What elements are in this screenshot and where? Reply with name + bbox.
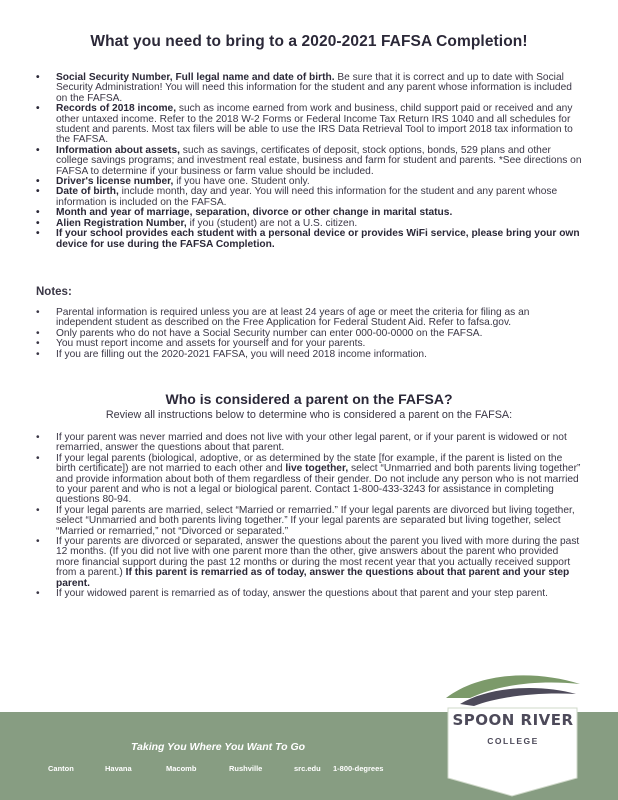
item-bold: Records of 2018 income,	[56, 103, 177, 115]
item-text: If your parents are divorced or separated, answer the questions about the parent you lived with more during the past 12 months. (If you did not live with one parent more than the other, give answers about the parent who provided more financial support during the past 12 months or during the most recent year that you actually received support from a parent.)	[56, 536, 580, 579]
footer-phone: 1-800-degrees	[333, 764, 384, 773]
item-bold: If your school provides each student with a personal device or provides WiFi service, please bring your own device for use during the FAFSA Completion.	[56, 228, 580, 250]
item-text: Be sure that it is correct and up to date with Social Security Administration! You will need this information for the student and any parent whose information is included on the FAFSA.	[56, 72, 572, 104]
item-bold: Social Security Number, Full legal name and date of birth.	[56, 72, 335, 83]
item-bold: live together,	[285, 463, 349, 475]
item-text: if you have one. Student only.	[173, 176, 310, 188]
parent-item	[36, 433, 584, 454]
notes-heading: Notes:	[36, 286, 72, 298]
item-text: If your legal parents are married, select “Married or remarried.” If your legal parents are divorced but living together, select “Unmarried and both parents living together.” If your legal parents are separated but living together, select “Married or remarried,” not “Divorced or separated.”	[56, 504, 575, 537]
list-item	[36, 229, 584, 250]
city-havana: Havana	[105, 764, 132, 773]
list-item	[36, 187, 584, 208]
logo-name: SPOON RIVER	[452, 711, 574, 729]
footer-tagline: Taking You Where You Want To Go	[131, 741, 306, 753]
parent-item	[36, 589, 584, 599]
parent-item	[36, 454, 584, 506]
parent-item	[36, 506, 584, 537]
city-rushville: Rushville	[229, 764, 263, 773]
item-bold: Information about assets,	[56, 144, 180, 156]
footer-website: src.edu	[294, 764, 321, 773]
item-text: If your legal parents (biological, adoptive, or as determined by the state [for example, if the parent is listed on the birth certificate]) are not married to each other and	[56, 452, 563, 475]
item-text: If your parent was never married and does not live with your other legal parent, or if your parent is widowed or not remarried, answer the questions about that parent.	[56, 432, 567, 454]
list-item	[36, 146, 584, 177]
city-canton: Canton	[48, 764, 74, 773]
logo-college: COLLEGE	[487, 736, 539, 746]
item-text: If your widowed parent is remarried as of today, answer the questions about that parent and your step parent.	[56, 588, 548, 600]
city-macomb: Macomb	[166, 764, 197, 773]
notes-list	[36, 308, 584, 360]
parent-list	[36, 433, 584, 600]
note-item: • You must report income and assets for yourself and for your parents.	[36, 339, 584, 349]
item-text: such as income earned from work and business, child support paid or received and any other untaxed income. Refer to the 2018 W-2 Forms or Federal Income Tax Return IRS 1040 and all schedules for student and parents. Most tax filers will be able to use the IRS Data Retrieval Tool to import 2018 tax information to the FAFSA.	[56, 103, 573, 146]
item-bold: Month and year of marriage, separation, divorce or other change in marital status.	[56, 207, 453, 219]
list-item	[36, 104, 584, 146]
section-subtitle: Review all instructions below to determine who is considered a parent on the FAFSA:	[105, 409, 513, 421]
item-bold: Date of birth,	[56, 186, 119, 198]
note-item: • Parental information is required unless you are at least 24 years of age or meet the criteria for filing as an independent student as described on the Free Application for Federal Student Aid. Refer to fafsa.gov.	[36, 308, 584, 329]
note-item: • If you are filling out the 2020-2021 FAFSA, you will need 2018 income information.	[36, 350, 584, 360]
item-bold: If this parent is remarried as of today, answer the questions about that parent and your step parent.	[56, 567, 570, 589]
section-title: Who is considered a parent on the FAFSA?	[165, 391, 453, 407]
item-text: include month, day and year. You will need this information for the student and any parent whose information is included on the FAFSA.	[56, 186, 558, 208]
item-text: such as savings, certificates of deposit, stock options, bonds, 529 plans and other college savings programs; and investment real estate, business and farm for student and parents. *See directions on FAFSA to determine if your business or farm value should be included.	[56, 144, 582, 177]
item-bold: Alien Registration Number,	[56, 217, 187, 229]
note-item: • Only parents who do not have a Social Security number can enter 000-00-0000 on the FAFSA.	[36, 329, 584, 339]
parent-item	[36, 537, 584, 589]
item-bold: Driver's license number,	[56, 176, 174, 188]
item-text: if you (student) are not a U.S. citizen.	[186, 217, 358, 229]
page-title: What you need to bring to a 2020-2021 FAFSA Completion!	[90, 33, 528, 50]
college-logo-emblem	[440, 668, 585, 800]
list-item	[36, 73, 584, 104]
bring-list	[36, 73, 584, 250]
item-text: select “Unmarried and both parents living together” and provide information about both of them regardless of their gender. Do not include any person who is not married to your parent and who is not a legal or biological parent. Contact 1-800-433-3243 for assistance in completing questions 80-94.	[56, 463, 581, 506]
